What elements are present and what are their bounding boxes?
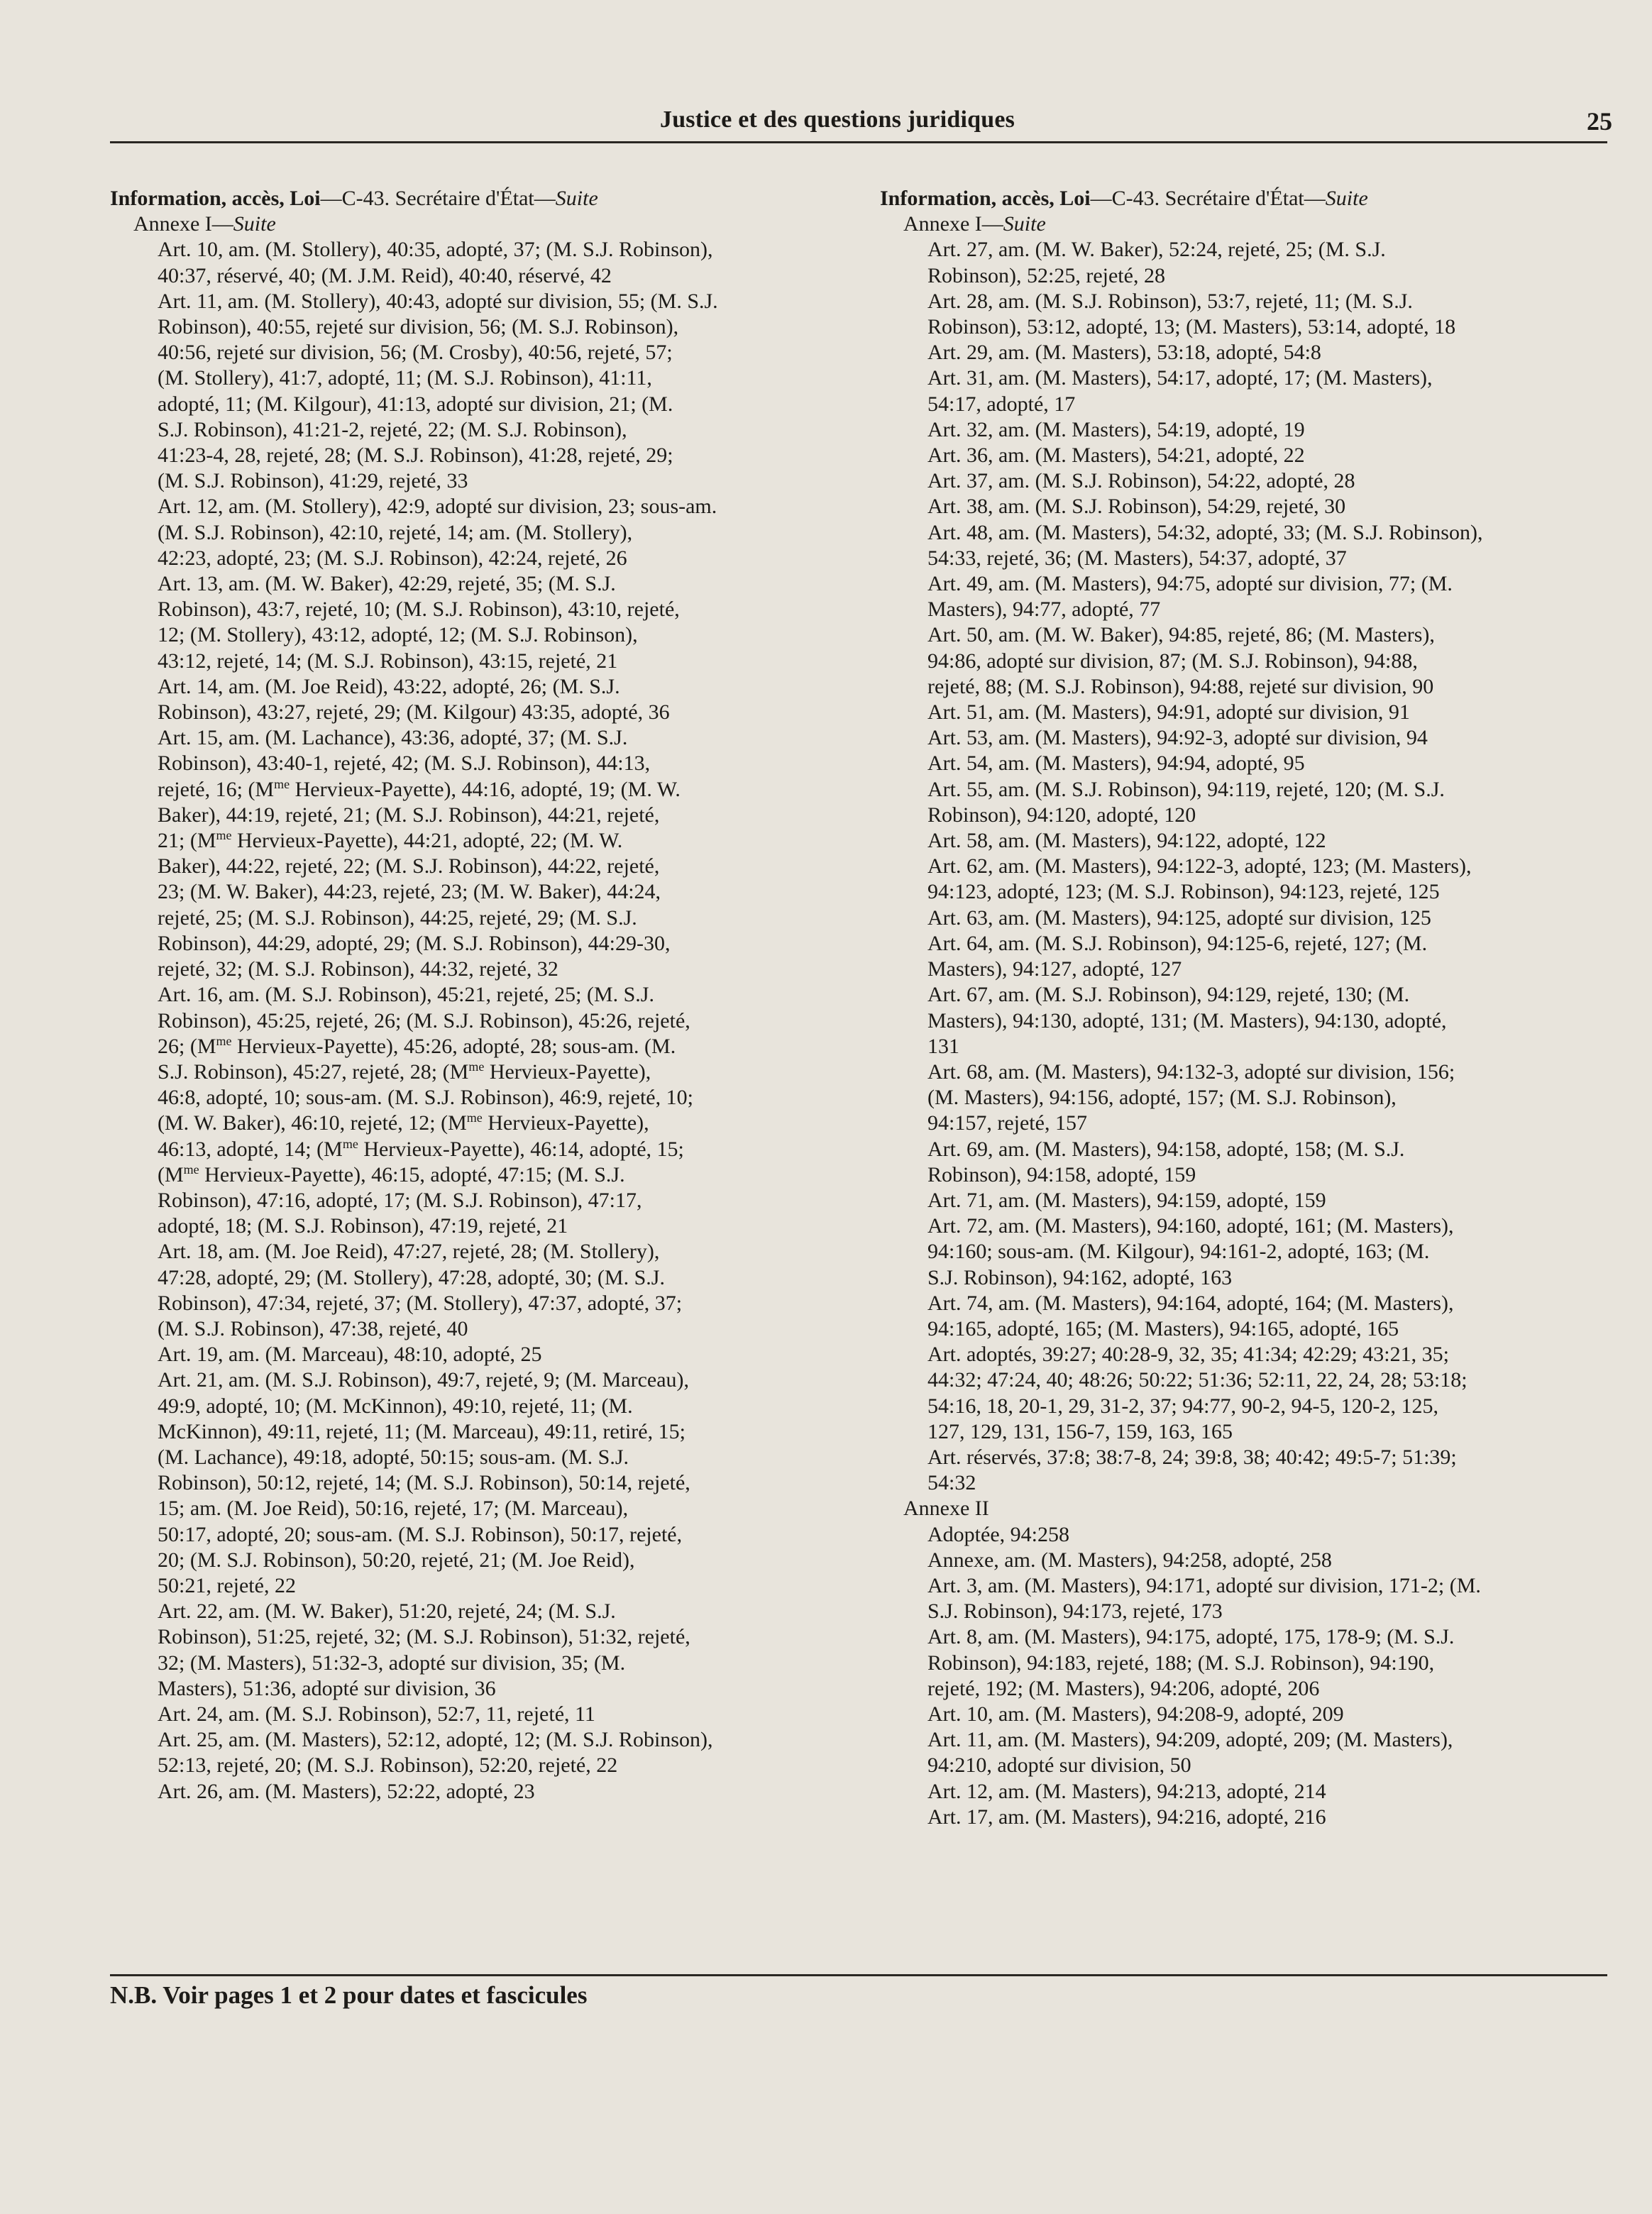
superscript: me — [216, 1033, 232, 1048]
entry-line: Art. 55, am. (M. S.J. Robinson), 94:119, rejeté, 120; (M. S.J. — [927, 777, 1445, 801]
entry-line: S.J. Robinson), 45:27, rejeté, 28; ($M^{me}$ Hervieux-Payette), — [158, 1059, 651, 1084]
entry-line: Robinson), 47:34, rejeté, 37; (M. Stollery), 47:37, adopté, 37; — [158, 1291, 683, 1315]
entry-line: Robinson), 45:25, rejeté, 26; (M. S.J. Robinson), 45:26, rejeté, — [158, 1008, 690, 1032]
superscript: me — [466, 1111, 483, 1125]
entry-line: 23; (M. W. Baker), 44:23, rejeté, 23; (M. W. Baker), 44:24, — [158, 880, 661, 904]
annexe-ii-heading: Annexe II — [903, 1497, 989, 1521]
entry-line: S.J. Robinson), 94:162, adopté, 163 — [927, 1265, 1233, 1289]
entry-line: 40:56, rejeté sur division, 56; (M. Crosby), 40:56, rejeté, 57; — [158, 341, 673, 365]
entry-line: Art. 17, am. (M. Masters), 94:216, adopté, 216 — [927, 1805, 1326, 1829]
entry-line: Art. 38, am. (M. S.J. Robinson), 54:29, rejeté, 30 — [927, 495, 1346, 519]
index-entry — [880, 237, 1614, 288]
index-entry — [880, 1727, 1614, 1778]
index-entry — [880, 828, 1614, 854]
entry-line: Art. 11, am. (M. Masters), 94:209, adopté, 209; (M. Masters), — [927, 1728, 1453, 1752]
index-entry — [880, 905, 1614, 931]
index-entry — [880, 1548, 1614, 1573]
index-entry — [110, 1599, 848, 1702]
sub-label: Annexe I— — [133, 212, 233, 236]
entry-line: Art. 13, am. (M. W. Baker), 42:29, rejeté, 35; (M. S.J. — [158, 572, 616, 596]
entry-line: Art. 22, am. (M. W. Baker), 51:20, rejeté, 24; (M. S.J. — [158, 1599, 616, 1624]
entry-line: 94:210, adopté sur division, 50 — [927, 1753, 1191, 1778]
index-entry — [110, 289, 848, 495]
entry-line: rejeté, 32; (M. S.J. Robinson), 44:32, rejeté, 32 — [158, 957, 558, 981]
heading-suite: Suite — [555, 187, 598, 210]
entry-line: McKinnon), 49:11, rejeté, 11; (M. Marceau), 49:11, retiré, 15; — [158, 1419, 685, 1443]
index-entry — [110, 1779, 848, 1805]
entry-line: Art. 28, am. (M. S.J. Robinson), 53:7, rejeté, 11; (M. S.J. — [927, 289, 1413, 313]
entry-line: 52:13, rejeté, 20; (M. S.J. Robinson), 52:20, rejeté, 22 — [158, 1753, 618, 1778]
entry-line: adopté, 11; (M. Kilgour), 41:13, adopté sur division, 21; (M. — [158, 392, 673, 416]
entry-line: Robinson), 47:16, adopté, 17; (M. S.J. Robinson), 47:17, — [158, 1188, 642, 1212]
entry-line: 46:8, adopté, 10; sous-am. (M. S.J. Robinson), 46:9, rejeté, 10; — [158, 1086, 693, 1110]
index-entry — [880, 777, 1614, 828]
entry-line: Art. 11, am. (M. Stollery), 40:43, adopté sur division, 55; (M. S.J. — [158, 289, 718, 313]
entry-line: Art. 53, am. (M. Masters), 94:92-3, adopté sur division, 94 — [927, 726, 1428, 750]
entry-line: (M. W. Baker), 46:10, rejeté, 12; ($M^{me}$ Hervieux-Payette), — [158, 1111, 649, 1135]
entry-line: Art. 19, am. (M. Marceau), 48:10, adopté, 25 — [158, 1343, 542, 1367]
entry-line: Robinson), 53:12, adopté, 13; (M. Masters), 53:14, adopté, 18 — [927, 315, 1456, 339]
entry-line: Art. 51, am. (M. Masters), 94:91, adopté sur division, 91 — [927, 700, 1410, 725]
index-entry — [110, 1702, 848, 1727]
entry-line: Art. 26, am. (M. Masters), 52:22, adopté, 23 — [158, 1779, 535, 1803]
entry-line: Art. 64, am. (M. S.J. Robinson), 94:125-6, rejeté, 127; (M. — [927, 931, 1428, 955]
entry-line: Art. 54, am. (M. Masters), 94:94, adopté, 95 — [927, 751, 1305, 776]
entry-list — [110, 237, 848, 1804]
entry-line: Art. 27, am. (M. W. Baker), 52:24, rejeté, 25; (M. S.J. — [927, 238, 1386, 262]
entry-line: Art. adoptés, 39:27; 40:28-9, 32, 35; 41:34; 42:29; 43:21, 35; — [927, 1343, 1449, 1367]
index-entry — [880, 1445, 1614, 1496]
index-entry — [880, 854, 1614, 905]
entry-line: 12; (M. Stollery), 43:12, adopté, 12; (M. S.J. Robinson), — [158, 623, 638, 647]
entry-line: 94:123, adopté, 123; (M. S.J. Robinson), 94:123, rejeté, 125 — [927, 880, 1440, 904]
entry-line: Masters), 94:127, adopté, 127 — [927, 957, 1182, 981]
sub-suite: Suite — [233, 212, 276, 236]
running-title: Justice et des questions juridiques — [660, 106, 1015, 133]
entry-line: 41:23-4, 28, rejeté, 28; (M. S.J. Robinson), 41:28, rejeté, 29; — [158, 444, 673, 468]
heading-rest: —C-43. Secrétaire d'État— — [320, 187, 556, 210]
sub-label: Annexe I— — [903, 212, 1003, 236]
entry-line: Masters), 51:36, adopté sur division, 36 — [158, 1676, 496, 1700]
entry-line: 54:16, 18, 20-1, 29, 31-2, 37; 94:77, 90-2, 94-5, 120-2, 125, — [927, 1394, 1438, 1418]
index-entry — [110, 982, 848, 1239]
index-entry — [880, 1137, 1614, 1188]
entry-line: Robinson), 44:29, adopté, 29; (M. S.J. Robinson), 44:29-30, — [158, 931, 671, 955]
index-entry — [880, 1342, 1614, 1445]
entry-line: 50:17, adopté, 20; sous-am. (M. S.J. Robinson), 50:17, rejeté, — [158, 1522, 683, 1546]
entry-line: Art. 62, am. (M. Masters), 94:122-3, adopté, 123; (M. Masters), — [927, 854, 1472, 879]
entry-line: Robinson), 43:40-1, rejeté, 42; (M. S.J. Robinson), 44:13, — [158, 751, 651, 776]
entry-line: Baker), 44:19, rejeté, 21; (M. S.J. Robinson), 44:21, rejeté, — [158, 803, 660, 827]
entry-line: Art. 72, am. (M. Masters), 94:160, adopté, 161; (M. Masters), — [927, 1214, 1454, 1238]
entry-line: 46:13, adopté, 14; ($M^{me}$ Hervieux-Payette), 46:14, adopté, 15; — [158, 1136, 684, 1161]
entry-line: Robinson), 43:27, rejeté, 29; (M. Kilgour) 43:35, adopté, 36 — [158, 700, 670, 725]
index-entry — [880, 1624, 1614, 1702]
entry-line: Masters), 94:77, adopté, 77 — [927, 597, 1161, 622]
entry-line: 43:12, rejeté, 14; (M. S.J. Robinson), 43:15, rejeté, 21 — [158, 649, 618, 673]
entry-line: 94:86, adopté sur division, 87; (M. S.J. Robinson), 94:88, — [927, 649, 1418, 673]
superscript: me — [216, 828, 232, 843]
index-entry — [110, 571, 848, 674]
entry-line: Annexe, am. (M. Masters), 94:258, adopté, 258 — [927, 1548, 1332, 1572]
entry-line: Art. 63, am. (M. Masters), 94:125, adopté sur division, 125 — [927, 905, 1431, 930]
index-entry — [880, 1188, 1614, 1213]
entry-list-annexe-ii — [880, 1522, 1614, 1830]
index-entry — [880, 289, 1614, 340]
entry-line: Robinson), 94:120, adopté, 120 — [927, 803, 1196, 827]
entry-line: (M. Stollery), 41:7, adopté, 11; (M. S.J. Robinson), 41:11, — [158, 366, 652, 390]
index-entry — [110, 725, 848, 982]
entry-line: S.J. Robinson), 41:21-2, rejeté, 22; (M. S.J. Robinson), — [158, 417, 627, 441]
entry-line: (M. S.J. Robinson), 42:10, rejeté, 14; am. (M. Stollery), — [158, 520, 633, 544]
page-number: 25 — [1587, 107, 1612, 136]
left-column — [110, 186, 848, 1805]
entry-line: rejeté, 192; (M. Masters), 94:206, adopté, 206 — [927, 1676, 1320, 1700]
entry-line: Robinson), 52:25, rejeté, 28 — [927, 263, 1165, 287]
entry-line: Robinson), 50:12, rejeté, 14; (M. S.J. Robinson), 50:14, rejeté, — [158, 1471, 690, 1495]
entry-line: 26; ($M^{me}$ Hervieux-Payette), 45:26, adopté, 28; sous-am. (M. — [158, 1033, 676, 1058]
entry-line: Art. 24, am. (M. S.J. Robinson), 52:7, 11, rejeté, 11 — [158, 1702, 595, 1726]
index-entry — [880, 1573, 1614, 1624]
index-entry — [880, 1779, 1614, 1805]
index-entry — [880, 1702, 1614, 1727]
entry-line: Art. 12, am. (M. Stollery), 42:9, adopté sur division, 23; sous-am. — [158, 495, 717, 519]
entry-line: Art. 12, am. (M. Masters), 94:213, adopté, 214 — [927, 1779, 1326, 1803]
entry-line: 127, 129, 131, 156-7, 159, 163, 165 — [927, 1419, 1233, 1443]
entry-line: 47:28, adopté, 29; (M. Stollery), 47:28, adopté, 30; (M. S.J. — [158, 1265, 665, 1289]
entry-line: Art. 58, am. (M. Masters), 94:122, adopté, 122 — [927, 829, 1326, 853]
entry-line: Robinson), 40:55, rejeté sur division, 56; (M. S.J. Robinson), — [158, 315, 679, 339]
index-entry — [880, 1805, 1614, 1830]
index-entry — [110, 494, 848, 571]
heading-bold: Information, accès, Loi — [110, 187, 321, 210]
entry-line: Art. réservés, 37:8; 38:7-8, 24; 39:8, 38; 40:42; 49:5-7; 51:39; — [927, 1445, 1457, 1469]
index-entry — [880, 725, 1614, 751]
index-entry — [880, 520, 1614, 571]
entry-line: 94:165, adopté, 165; (M. Masters), 94:165, adopté, 165 — [927, 1316, 1399, 1340]
footnote: N.B. Voir pages 1 et 2 pour dates et fascicules — [110, 1981, 588, 2009]
entry-line: 32; (M. Masters), 51:32-3, adopté sur division, 35; (M. — [158, 1651, 626, 1675]
index-entry — [880, 751, 1614, 776]
entry-line: S.J. Robinson), 94:173, rejeté, 173 — [927, 1599, 1223, 1624]
entry-line: 54:33, rejeté, 36; (M. Masters), 54:37, adopté, 37 — [927, 546, 1347, 570]
entry-line: Art. 21, am. (M. S.J. Robinson), 49:7, rejeté, 9; (M. Marceau), — [158, 1368, 690, 1392]
entry-line: Robinson), 94:183, rejeté, 188; (M. S.J. Robinson), 94:190, — [927, 1651, 1435, 1675]
index-entry — [880, 494, 1614, 519]
entry-line: 42:23, adopté, 23; (M. S.J. Robinson), 42:24, rejeté, 26 — [158, 546, 627, 570]
entry-line: Art. 49, am. (M. Masters), 94:75, adopté sur division, 77; (M. — [927, 572, 1453, 596]
entry-line: rejeté, 16; ($M^{me}$ Hervieux-Payette), 44:16, adopté, 19; (M. W. — [158, 776, 681, 801]
index-entry — [880, 622, 1614, 700]
entry-line: Art. 14, am. (M. Joe Reid), 43:22, adopté, 26; (M. S.J. — [158, 674, 620, 698]
header-rule — [110, 141, 1607, 143]
entry-line: Art. 36, am. (M. Masters), 54:21, adopté, 22 — [927, 444, 1305, 468]
entry-line: Art. 37, am. (M. S.J. Robinson), 54:22, adopté, 28 — [927, 469, 1355, 493]
entry-line: 131 — [927, 1034, 959, 1058]
entry-line: (M. Lachance), 49:18, adopté, 50:15; sous-am. (M. S.J. — [158, 1445, 629, 1469]
entry-line: 54:32 — [927, 1471, 976, 1495]
heading-rest: —C-43. Secrétaire d'État— — [1090, 187, 1326, 210]
right-column — [880, 186, 1614, 1830]
section-heading — [110, 186, 848, 211]
section-heading — [880, 186, 1614, 211]
superscript: me — [183, 1162, 199, 1177]
index-entry — [880, 340, 1614, 365]
entry-line: (M. S.J. Robinson), 41:29, rejeté, 33 — [158, 469, 468, 493]
entry-line: Adoptée, 94:258 — [927, 1522, 1069, 1546]
entry-line: 40:37, réservé, 40; (M. J.M. Reid), 40:40, réservé, 42 — [158, 263, 612, 287]
entry-line: 44:32; 47:24, 40; 48:26; 50:22; 51:36; 52:11, 22, 24, 28; 53:18; — [927, 1368, 1467, 1392]
entry-line: Art. 68, am. (M. Masters), 94:132-3, adopté sur division, 156; — [927, 1059, 1455, 1084]
subsection-heading — [880, 211, 1614, 237]
entry-line: Art. 71, am. (M. Masters), 94:159, adopté, 159 — [927, 1188, 1326, 1212]
index-entry — [880, 700, 1614, 725]
entry-line: Masters), 94:130, adopté, 131; (M. Masters), 94:130, adopté, — [927, 1008, 1447, 1032]
entry-line: 15; am. (M. Joe Reid), 50:16, rejeté, 17; (M. Marceau), — [158, 1497, 629, 1521]
index-entry — [880, 365, 1614, 417]
entry-line: Art. 48, am. (M. Masters), 54:32, adopté, 33; (M. S.J. Robinson), — [927, 520, 1483, 544]
index-entry — [110, 1342, 848, 1367]
superscript: me — [342, 1136, 358, 1151]
entry-line: Art. 69, am. (M. Masters), 94:158, adopté, 158; (M. S.J. — [927, 1137, 1405, 1161]
entry-line: Art. 3, am. (M. Masters), 94:171, adopté sur division, 171-2; (M. — [927, 1573, 1481, 1597]
entry-line: Art. 15, am. (M. Lachance), 43:36, adopté, 37; (M. S.J. — [158, 726, 628, 750]
entry-line: rejeté, 88; (M. S.J. Robinson), 94:88, rejeté sur division, 90 — [927, 674, 1434, 698]
entry-line: Art. 74, am. (M. Masters), 94:164, adopté, 164; (M. Masters), — [927, 1291, 1454, 1315]
footer-rule — [110, 1974, 1607, 1976]
entry-line: Art. 16, am. (M. S.J. Robinson), 45:21, rejeté, 25; (M. S.J. — [158, 983, 654, 1007]
entry-line: Art. 31, am. (M. Masters), 54:17, adopté, 17; (M. Masters), — [927, 366, 1433, 390]
entry-line: 54:17, adopté, 17 — [927, 392, 1076, 416]
index-entry — [880, 417, 1614, 443]
entry-line: Art. 10, am. (M. Stollery), 40:35, adopté, 37; (M. S.J. Robinson), — [158, 238, 713, 262]
heading-bold: Information, accès, Loi — [880, 187, 1091, 210]
sub-suite: Suite — [1003, 212, 1046, 236]
superscript: me — [274, 776, 290, 791]
entry-line: Art. 25, am. (M. Masters), 52:12, adopté, 12; (M. S.J. Robinson), — [158, 1728, 713, 1752]
index-entry — [880, 982, 1614, 1059]
index-entry — [880, 931, 1614, 982]
entry-line: Art. 10, am. (M. Masters), 94:208-9, adopté, 209 — [927, 1702, 1344, 1726]
entry-line: 20; (M. S.J. Robinson), 50:20, rejeté, 21; (M. Joe Reid), — [158, 1548, 635, 1572]
entry-line: 94:157, rejeté, 157 — [927, 1111, 1087, 1135]
entry-line: Art. 67, am. (M. S.J. Robinson), 94:129, rejeté, 130; (M. — [927, 983, 1410, 1007]
index-entry — [110, 1367, 848, 1599]
entry-line: 49:9, adopté, 10; (M. McKinnon), 49:10, rejeté, 11; (M. — [158, 1394, 633, 1418]
entry-line: Robinson), 43:7, rejeté, 10; (M. S.J. Robinson), 43:10, rejeté, — [158, 597, 680, 622]
entry-line: ($M^{me}$ Hervieux-Payette), 46:15, adopté, 47:15; (M. S.J. — [158, 1162, 625, 1186]
superscript: me — [468, 1059, 485, 1074]
entry-line: Art. 8, am. (M. Masters), 94:175, adopté, 175, 178-9; (M. S.J. — [927, 1625, 1455, 1649]
index-entry — [110, 1727, 848, 1778]
index-entry — [880, 1291, 1614, 1342]
index-entry — [880, 443, 1614, 468]
heading-suite: Suite — [1325, 187, 1368, 210]
entry-line: 50:21, rejeté, 22 — [158, 1573, 296, 1597]
entry-line: Robinson), 94:158, adopté, 159 — [927, 1162, 1196, 1186]
entry-line: rejeté, 25; (M. S.J. Robinson), 44:25, rejeté, 29; (M. S.J. — [158, 905, 637, 930]
entry-line: Baker), 44:22, rejeté, 22; (M. S.J. Robinson), 44:22, rejeté, — [158, 854, 660, 879]
index-entry — [110, 237, 848, 288]
subsection-heading — [110, 211, 848, 237]
entry-line: Art. 29, am. (M. Masters), 53:18, adopté, 54:8 — [927, 341, 1321, 365]
entry-list — [880, 237, 1614, 1496]
entry-line: Art. 32, am. (M. Masters), 54:19, adopté, 19 — [927, 417, 1305, 441]
index-entry — [110, 674, 848, 725]
index-entry — [880, 571, 1614, 622]
entry-line: Art. 18, am. (M. Joe Reid), 47:27, rejeté, 28; (M. Stollery), — [158, 1240, 660, 1264]
entry-line: 21; ($M^{me}$ Hervieux-Payette), 44:21, adopté, 22; (M. W. — [158, 828, 623, 853]
entry-line: Art. 50, am. (M. W. Baker), 94:85, rejeté, 86; (M. Masters), — [927, 623, 1435, 647]
index-entry — [880, 1213, 1614, 1291]
index-entry — [880, 1059, 1614, 1137]
entry-line: Robinson), 51:25, rejeté, 32; (M. S.J. Robinson), 51:32, rejeté, — [158, 1625, 690, 1649]
entry-line: (M. Masters), 94:156, adopté, 157; (M. S.J. Robinson), — [927, 1086, 1397, 1110]
entry-line: 94:160; sous-am. (M. Kilgour), 94:161-2, adopté, 163; (M. — [927, 1240, 1430, 1264]
index-entry — [110, 1239, 848, 1342]
index-entry — [880, 468, 1614, 494]
entry-line: adopté, 18; (M. S.J. Robinson), 47:19, rejeté, 21 — [158, 1214, 568, 1238]
index-entry — [880, 1522, 1614, 1548]
entry-line: (M. S.J. Robinson), 47:38, rejeté, 40 — [158, 1316, 468, 1340]
